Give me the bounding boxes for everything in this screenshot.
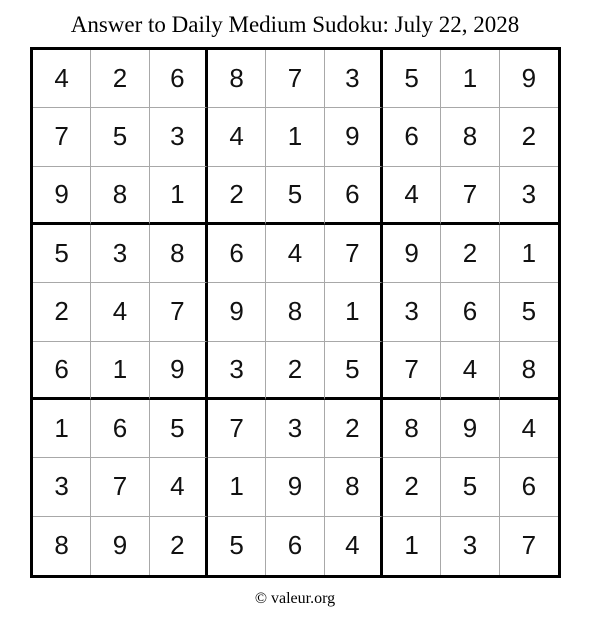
sudoku-board: [30, 47, 561, 578]
sudoku-cell-r6c1: 6: [33, 342, 91, 400]
sudoku-cell-r9c8: 3: [441, 517, 499, 575]
sudoku-cell-r2c5: 1: [266, 108, 324, 166]
sudoku-cell-r8c3: 4: [150, 458, 208, 516]
sudoku-cell-r7c8: 9: [441, 400, 499, 458]
page-title: Answer to Daily Medium Sudoku: July 22, 2028: [70, 12, 520, 37]
sudoku-cell-r6c4: 3: [208, 342, 266, 400]
sudoku-cell-r4c3: 8: [150, 225, 208, 283]
sudoku-cell-r5c8: 6: [441, 283, 499, 341]
sudoku-cell-r2c8: 8: [441, 108, 499, 166]
sudoku-cell-r4c9: 1: [500, 225, 558, 283]
sudoku-cell-r1c4: 8: [208, 50, 266, 108]
sudoku-cell-r4c4: 6: [208, 225, 266, 283]
sudoku-cell-r3c5: 5: [266, 167, 324, 225]
sudoku-cell-r5c7: 3: [383, 283, 441, 341]
sudoku-cell-r1c6: 3: [325, 50, 383, 108]
sudoku-cell-r1c5: 7: [266, 50, 324, 108]
sudoku-cell-r2c6: 9: [325, 108, 383, 166]
sudoku-cell-r9c4: 5: [208, 517, 266, 575]
sudoku-cell-r4c8: 2: [441, 225, 499, 283]
sudoku-cell-r3c6: 6: [325, 167, 383, 225]
sudoku-cell-r1c1: 4: [33, 50, 91, 108]
sudoku-cell-r9c2: 9: [91, 517, 149, 575]
sudoku-cell-r8c7: 2: [383, 458, 441, 516]
sudoku-cell-r6c5: 2: [266, 342, 324, 400]
sudoku-cell-r4c2: 3: [91, 225, 149, 283]
sudoku-cell-r3c1: 9: [33, 167, 91, 225]
sudoku-cell-r1c2: 2: [91, 50, 149, 108]
sudoku-cell-r2c1: 7: [33, 108, 91, 166]
sudoku-cell-r5c4: 9: [208, 283, 266, 341]
sudoku-cell-r9c1: 8: [33, 517, 91, 575]
sudoku-cell-r1c8: 1: [441, 50, 499, 108]
sudoku-cell-r8c2: 7: [91, 458, 149, 516]
sudoku-cell-r2c2: 5: [91, 108, 149, 166]
sudoku-cell-r7c2: 6: [91, 400, 149, 458]
sudoku-cell-r7c9: 4: [500, 400, 558, 458]
sudoku-cell-r2c9: 2: [500, 108, 558, 166]
sudoku-cell-r4c1: 5: [33, 225, 91, 283]
sudoku-cell-r6c2: 1: [91, 342, 149, 400]
sudoku-cell-r6c3: 9: [150, 342, 208, 400]
copyright-footer: © valeur.org: [254, 590, 336, 607]
sudoku-cell-r4c5: 4: [266, 225, 324, 283]
sudoku-cell-r5c2: 4: [91, 283, 149, 341]
sudoku-cell-r9c7: 1: [383, 517, 441, 575]
sudoku-cell-r6c7: 7: [383, 342, 441, 400]
sudoku-cell-r8c5: 9: [266, 458, 324, 516]
sudoku-cell-r1c9: 9: [500, 50, 558, 108]
sudoku-cell-r1c3: 6: [150, 50, 208, 108]
sudoku-cell-r5c6: 1: [325, 283, 383, 341]
sudoku-cell-r3c9: 3: [500, 167, 558, 225]
sudoku-cell-r3c3: 1: [150, 167, 208, 225]
sudoku-cell-r4c7: 9: [383, 225, 441, 283]
sudoku-cell-r2c4: 4: [208, 108, 266, 166]
sudoku-cell-r3c2: 8: [91, 167, 149, 225]
sudoku-cell-r7c3: 5: [150, 400, 208, 458]
sudoku-cell-r9c9: 7: [521, 530, 537, 561]
sudoku-cell-r4c6: 7: [325, 225, 383, 283]
sudoku-cell-r5c5: 8: [266, 283, 324, 341]
sudoku-cell-r9c6: 4: [325, 517, 383, 575]
sudoku-cell-r2c3: 3: [150, 108, 208, 166]
sudoku-cell-r7c5: 3: [266, 400, 324, 458]
sudoku-cell-r6c6: 5: [325, 342, 383, 400]
sudoku-cell-r9c5: 6: [266, 517, 324, 575]
sudoku-cell-r8c9: 6: [500, 458, 558, 516]
sudoku-cell-r2c7: 6: [383, 108, 441, 166]
sudoku-cell-r8c1: 3: [33, 458, 91, 516]
sudoku-cell-r3c4: 2: [208, 167, 266, 225]
sudoku-cell-r3c7: 4: [383, 167, 441, 225]
sudoku-cell-r8c4: 1: [208, 458, 266, 516]
sudoku-cell-r5c3: 7: [150, 283, 208, 341]
sudoku-cell-r5c9: 5: [500, 283, 558, 341]
sudoku-cell-r7c6: 2: [325, 400, 383, 458]
sudoku-cell-r6c8: 4: [441, 342, 499, 400]
sudoku-cell-r8c6: 8: [325, 458, 383, 516]
sudoku-cell-r1c7: 5: [383, 50, 441, 108]
sudoku-cell-r5c1: 2: [33, 283, 91, 341]
sudoku-cell-r8c8: 5: [441, 458, 499, 516]
sudoku-cell-r7c1: 1: [33, 400, 91, 458]
sudoku-cell-r9c3: 2: [150, 517, 208, 575]
sudoku-cell-r3c8: 7: [441, 167, 499, 225]
sudoku-cell-r7c4: 7: [208, 400, 266, 458]
sudoku-cell-r6c9: 8: [500, 342, 558, 400]
sudoku-cell-r7c7: 8: [383, 400, 441, 458]
